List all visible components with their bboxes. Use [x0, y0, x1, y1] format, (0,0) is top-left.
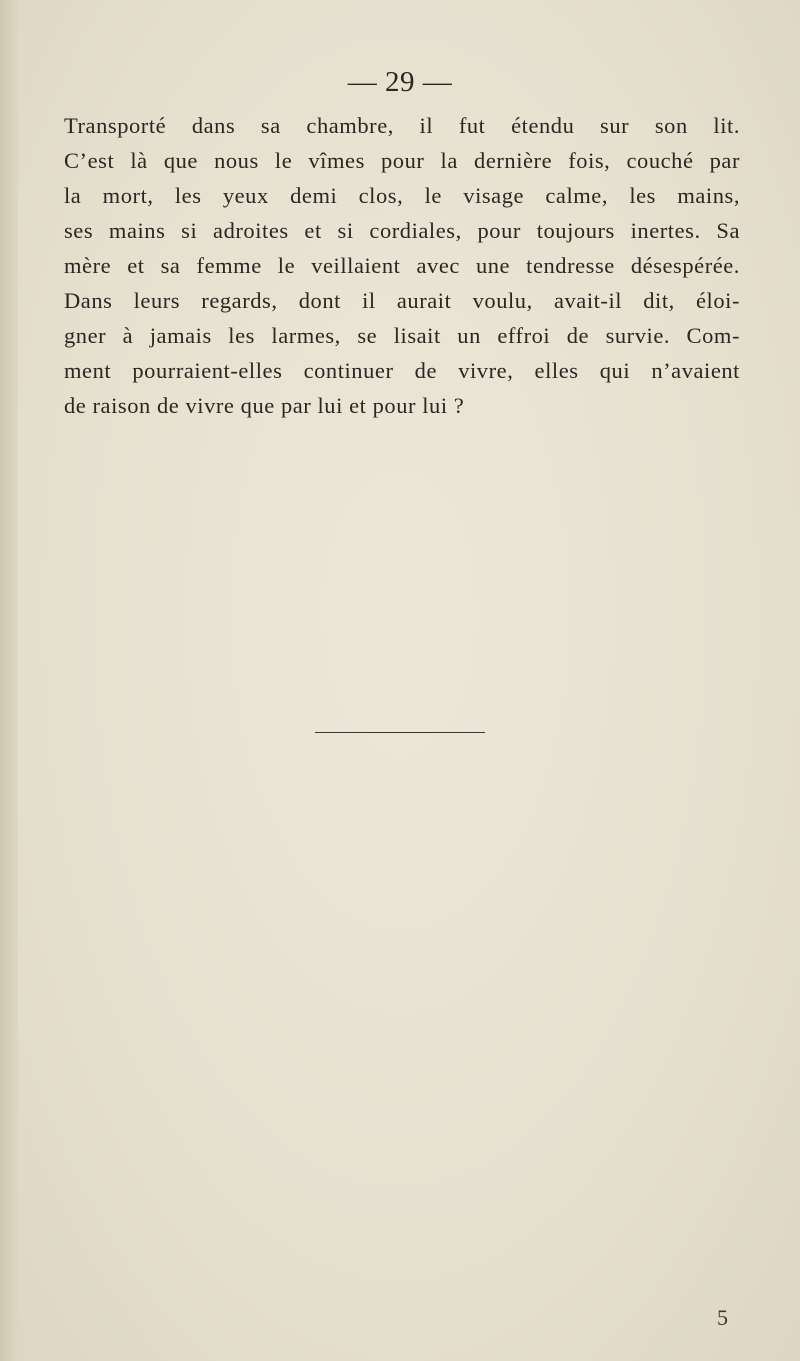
- paragraph-line: ses mains si adroites et si cordiales, pour toujours inertes. Sa: [64, 218, 740, 243]
- paragraph-line: Transporté dans sa chambre, il fut étendu sur son lit.: [64, 113, 740, 138]
- body-paragraph: [64, 108, 740, 423]
- paragraph-line: Dans leurs regards, dont il aurait voulu, avait-il dit, éloi-: [64, 288, 740, 313]
- page-number: — 29 —: [347, 66, 453, 98]
- paragraph-line: de raison de vivre que par lui et pour lui ?: [64, 393, 465, 418]
- paragraph-line: ment pourraient-elles continuer de vivre, elles qui n’avaient: [64, 358, 740, 383]
- paragraph-line: gner à jamais les larmes, se lisait un effroi de survie. Com-: [64, 323, 740, 348]
- section-separator-rule: [315, 732, 485, 733]
- signature-mark: 5: [717, 1305, 728, 1330]
- paragraph-line: C’est là que nous le vîmes pour la dernière fois, couché par: [64, 148, 740, 173]
- paragraph-line: la mort, les yeux demi clos, le visage calme, les mains,: [64, 183, 740, 208]
- paragraph-line: mère et sa femme le veillaient avec une tendresse désespérée.: [64, 253, 740, 278]
- page-binding-edge: [0, 0, 18, 1361]
